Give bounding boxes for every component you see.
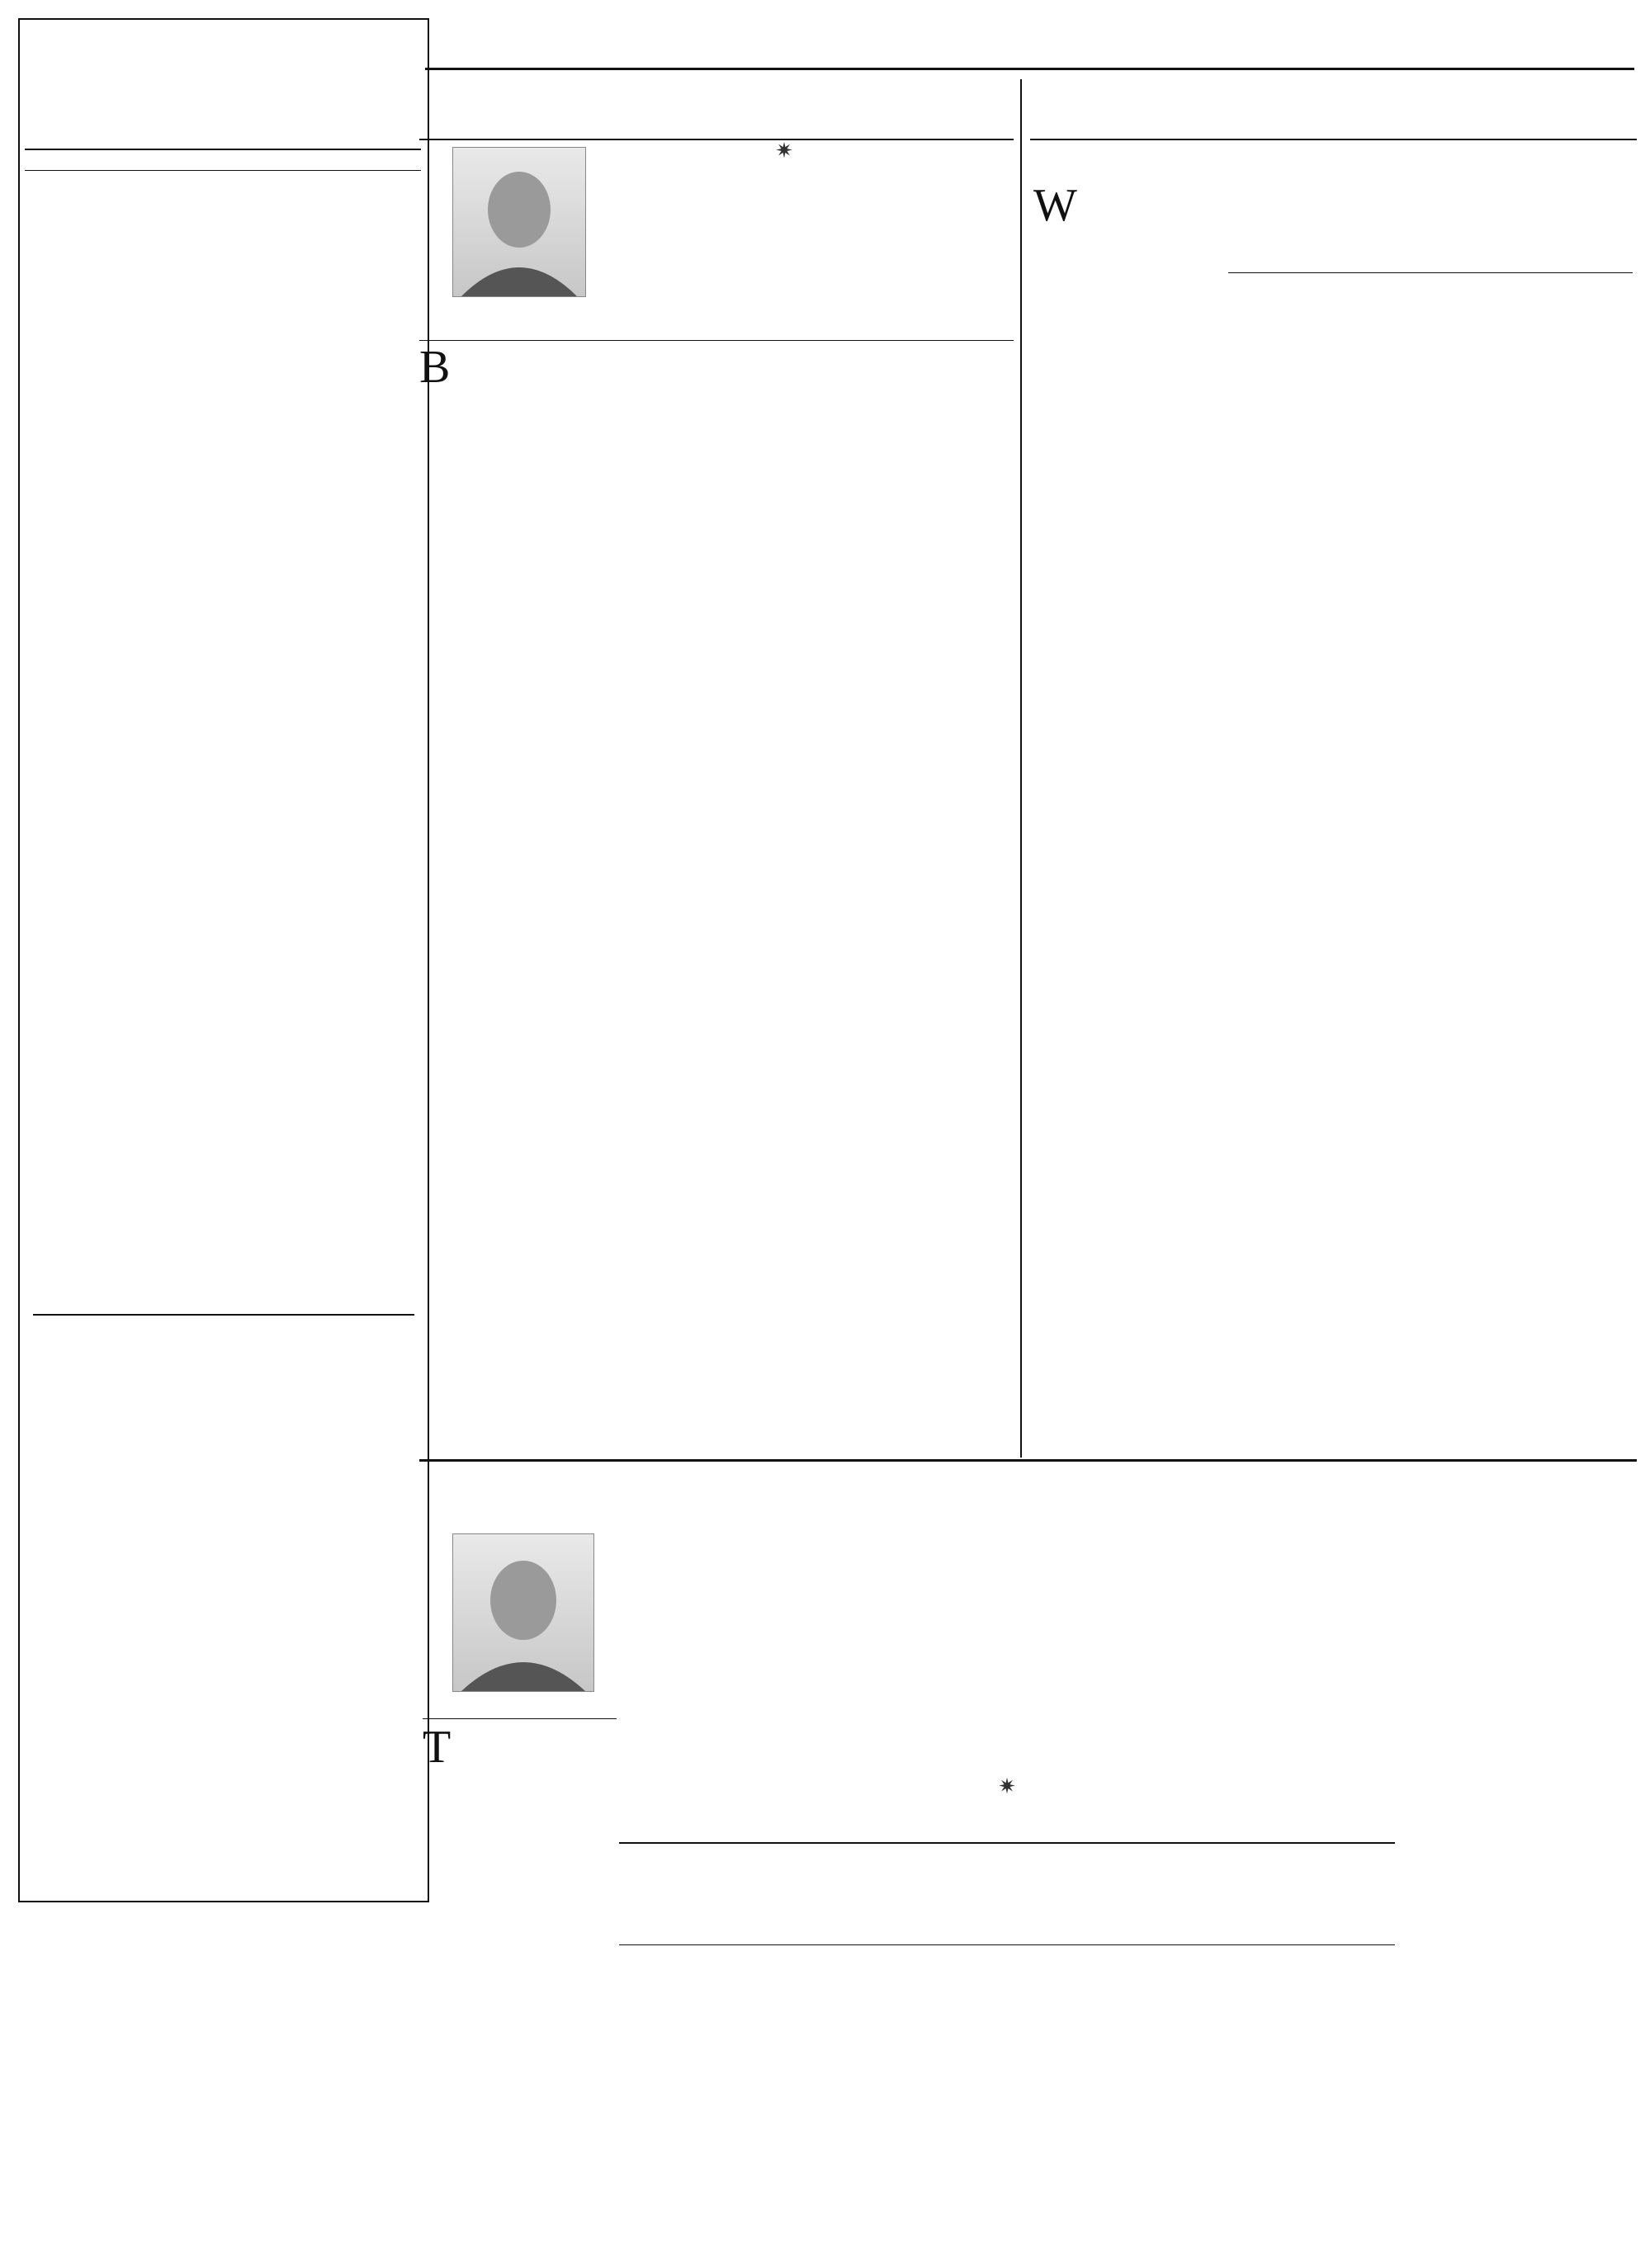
indopak-col-5b [1208,1951,1394,2192]
middle-rule [419,1459,1637,1462]
mumbai-headline-rule [1030,139,1637,140]
indopak-col-6 [1405,1529,1632,2181]
indopak-col-3b [816,1951,1001,2192]
circle-pull-rule [419,340,1014,341]
circle-headline-rule [419,139,1014,140]
editorial1-body [33,248,414,1308]
indopak-col-4a [1012,1529,1198,1766]
editorial2-body [33,1387,414,1894]
editorial-divider [33,1314,414,1316]
author-photo-hafiz [452,147,586,297]
mumbai-pull-rule [1228,272,1633,273]
indopak-dropcap: T [423,1725,452,1773]
circle-col-1 [419,345,605,1455]
indopak-pull-rule-top [619,1842,1395,1844]
portrait-icon [453,1534,593,1691]
circle-col-2 [616,345,801,1455]
mumbai-col-2 [1230,281,1421,1440]
indopak-col-5a [1208,1529,1394,1766]
star-ornament-icon: ✷ [775,139,793,163]
circle-dropcap: B [419,345,451,393]
indopak-col-2a [619,1529,805,1766]
circle-col-3 [812,345,1004,1443]
indopak-author-rule [423,1718,617,1719]
indopak-col-2b [619,1951,805,2192]
mumbai-col-1 [1033,183,1219,1438]
indopak-pull-rule-bottom [619,1944,1395,1945]
mumbai-dropcap: W [1033,183,1077,231]
mumbai-col-3 [1432,281,1632,1415]
indopak-col-1 [423,1725,608,2187]
indopak-col-4b [1012,1951,1198,2192]
author-photo-chowdhury [452,1533,594,1692]
indopak-col-3a [816,1529,1001,1766]
vertical-divider [1020,79,1022,1458]
star-ornament-icon: ✷ [998,1774,1016,1798]
top-rule [425,68,1634,70]
portrait-icon [453,148,585,296]
